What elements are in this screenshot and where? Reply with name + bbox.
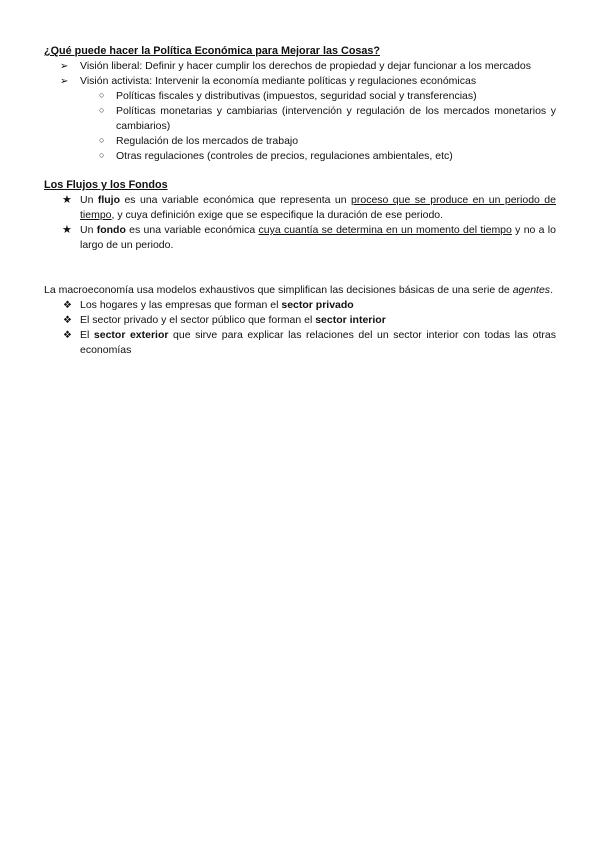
macro-intro-text: La macroeconomía usa modelos exhaustivos que simplifican las decisiones básicas de una serie de: [44, 284, 513, 296]
flujo-underlined: proceso que se produce en un periodo de tiempo: [80, 194, 556, 221]
sector-post: que sirve para explicar las relaciones del un sector interior con todas las otras economías: [80, 329, 556, 356]
list-item-policy: [80, 89, 556, 104]
circle-bullet-icon: ○: [99, 150, 105, 160]
list-item-vision-activista: [44, 74, 556, 164]
list-item-fondo: [44, 223, 556, 253]
fondo-post: y no a lo largo de un periodo.: [80, 224, 556, 251]
circle-bullet-icon: ○: [99, 90, 105, 100]
vision-activista-text: Visión activista: Intervenir la economía mediante políticas y regulaciones económicas: [80, 75, 477, 87]
star-bullet-icon: ★: [62, 194, 72, 206]
document-page: [44, 44, 556, 358]
list-item-vision-liberal: [44, 59, 556, 74]
list-item-flujo: [44, 193, 556, 223]
arrow-bullet-icon: ➢: [60, 61, 69, 72]
circle-bullet-icon: ○: [99, 135, 105, 145]
policy-text: Políticas monetarias y cambiarias (intervención y regulación de los mercados monetarios y cambiarios): [116, 105, 556, 132]
flujo-mid: es una variable económica que representa un: [120, 194, 352, 206]
policy-text: Regulación de los mercados de trabajo: [116, 135, 299, 147]
vision-list: [44, 59, 556, 164]
fondo-mid: es una variable económica: [125, 224, 259, 236]
sector-bold: sector exterior: [93, 329, 169, 341]
policy-sublist: [80, 89, 556, 164]
list-item-policy: [80, 134, 556, 149]
list-item-sector: [44, 298, 556, 313]
sector-bold: sector interior: [315, 314, 386, 326]
list-item-sector: [44, 328, 556, 358]
section-title-flujos: Los Flujos y los Fondos: [44, 179, 168, 191]
fondo-term: fondo: [96, 224, 126, 236]
diamond-bullet-icon: ❖: [63, 315, 72, 326]
sector-pre: El: [80, 329, 94, 341]
sector-pre: El sector privado y el sector público que forman el: [80, 314, 316, 326]
policy-text: Políticas fiscales y distributivas (impuestos, seguridad social y transferencias): [116, 90, 477, 102]
list-item-policy: [80, 149, 556, 164]
diamond-bullet-icon: ❖: [63, 330, 72, 341]
fondo-underlined: cuya cuantía se determina en un momento del tiempo: [258, 224, 512, 236]
sector-bold: sector privado: [281, 299, 354, 311]
arrow-bullet-icon: ➢: [60, 76, 69, 87]
flujo-post: , y cuya definición exige que se especifique la duración de ese periodo.: [111, 209, 444, 221]
macro-intro-end: .: [550, 284, 553, 296]
sector-pre: Los hogares y las empresas que forman el: [80, 299, 282, 311]
sector-list: [44, 298, 556, 358]
circle-bullet-icon: ○: [99, 105, 105, 115]
flujo-term: flujo: [97, 194, 121, 206]
policy-text: Otras regulaciones (controles de precios, regulaciones ambientales, etc): [116, 150, 453, 162]
diamond-bullet-icon: ❖: [63, 300, 72, 311]
macro-intro-paragraph: [44, 283, 556, 298]
macro-intro-italic: agentes: [512, 284, 551, 296]
flujo-pre: Un: [80, 194, 98, 206]
section-title-politica: ¿Qué puede hacer la Política Económica para Mejorar las Cosas?: [44, 45, 381, 57]
flujos-list: [44, 193, 556, 253]
fondo-pre: Un: [80, 224, 97, 236]
list-item-sector: [44, 313, 556, 328]
vision-liberal-text: Visión liberal: Definir y hacer cumplir los derechos de propiedad y dejar funcionar a los mercados: [80, 60, 531, 72]
list-item-policy: [80, 104, 556, 134]
star-bullet-icon: ★: [62, 224, 72, 236]
